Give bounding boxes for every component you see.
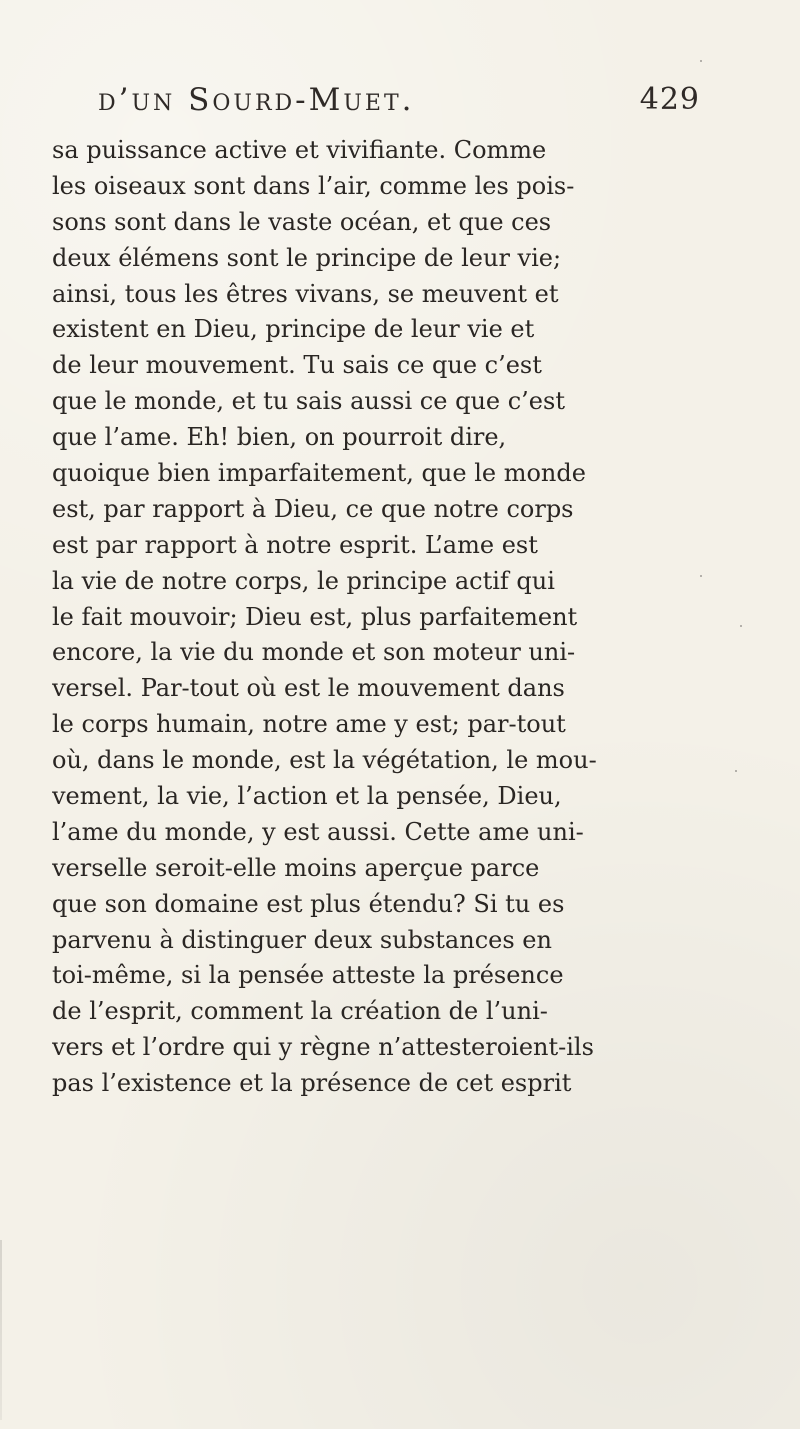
text-line: vers et l’ordre qui y règne n’attesteroient-ils xyxy=(52,1033,594,1062)
text-line: que l’ame. Eh! bien, on pourroit dire, xyxy=(52,423,507,452)
paper-speck xyxy=(740,625,742,627)
page-number: 429 xyxy=(639,82,700,117)
paper-speck xyxy=(700,575,702,577)
text-line: de l’esprit, comment la création de l’uni- xyxy=(52,997,548,1026)
text-line: deux élémens sont le principe de leur vie; xyxy=(52,243,562,272)
text-line: sons sont dans le vaste océan, et que ces xyxy=(52,207,552,236)
text-line: le fait mouvoir; Dieu est, plus parfaitement xyxy=(52,602,578,631)
body-text xyxy=(52,133,702,1102)
text-line: verselle seroit-elle moins aperçue parce xyxy=(52,853,540,882)
text-line: parvenu à distinguer deux substances en xyxy=(52,925,552,954)
text-line: que le monde, et tu sais aussi ce que c’est xyxy=(52,387,565,416)
text-line: est par rapport à notre esprit. L’ame est xyxy=(52,530,538,559)
text-line: toi-même, si la pensée atteste la présence xyxy=(52,961,564,990)
text-line: de leur mouvement. Tu sais ce que c’est xyxy=(52,351,542,380)
text-line: l’ame du monde, y est aussi. Cette ame uni- xyxy=(52,817,584,846)
text-line: vement, la vie, l’action et la pensée, Dieu, xyxy=(52,782,562,811)
text-line: pas l’existence et la présence de cet esprit xyxy=(52,1069,572,1098)
text-line: encore, la vie du monde et son moteur uni- xyxy=(52,638,576,667)
text-line: ainsi, tous les êtres vivans, se meuvent et xyxy=(52,279,559,308)
page-header xyxy=(98,82,700,122)
text-line: le corps humain, notre ame y est; par-tout xyxy=(52,710,566,739)
paper-speck xyxy=(700,60,702,62)
text-line: versel. Par-tout où est le mouvement dans xyxy=(52,674,565,703)
text-line: sa puissance active et vivifiante. Comme xyxy=(52,136,547,164)
text-line: que son domaine est plus étendu? Si tu es xyxy=(52,889,565,918)
text-line: où, dans le monde, est la végétation, le mou- xyxy=(52,746,597,775)
text-line: la vie de notre corps, le principe actif qui xyxy=(52,566,555,595)
paper-speck xyxy=(735,770,737,772)
text-line: existent en Dieu, principe de leur vie et xyxy=(52,315,535,344)
text-line: est, par rapport à Dieu, ce que notre corps xyxy=(52,494,574,523)
binding-shadow xyxy=(0,1240,2,1420)
running-title: d’un Sourd-Muet. xyxy=(98,82,415,118)
text-line: les oiseaux sont dans l’air, comme les pois- xyxy=(52,171,575,200)
text-line: quoique bien imparfaitement, que le monde xyxy=(52,459,586,488)
